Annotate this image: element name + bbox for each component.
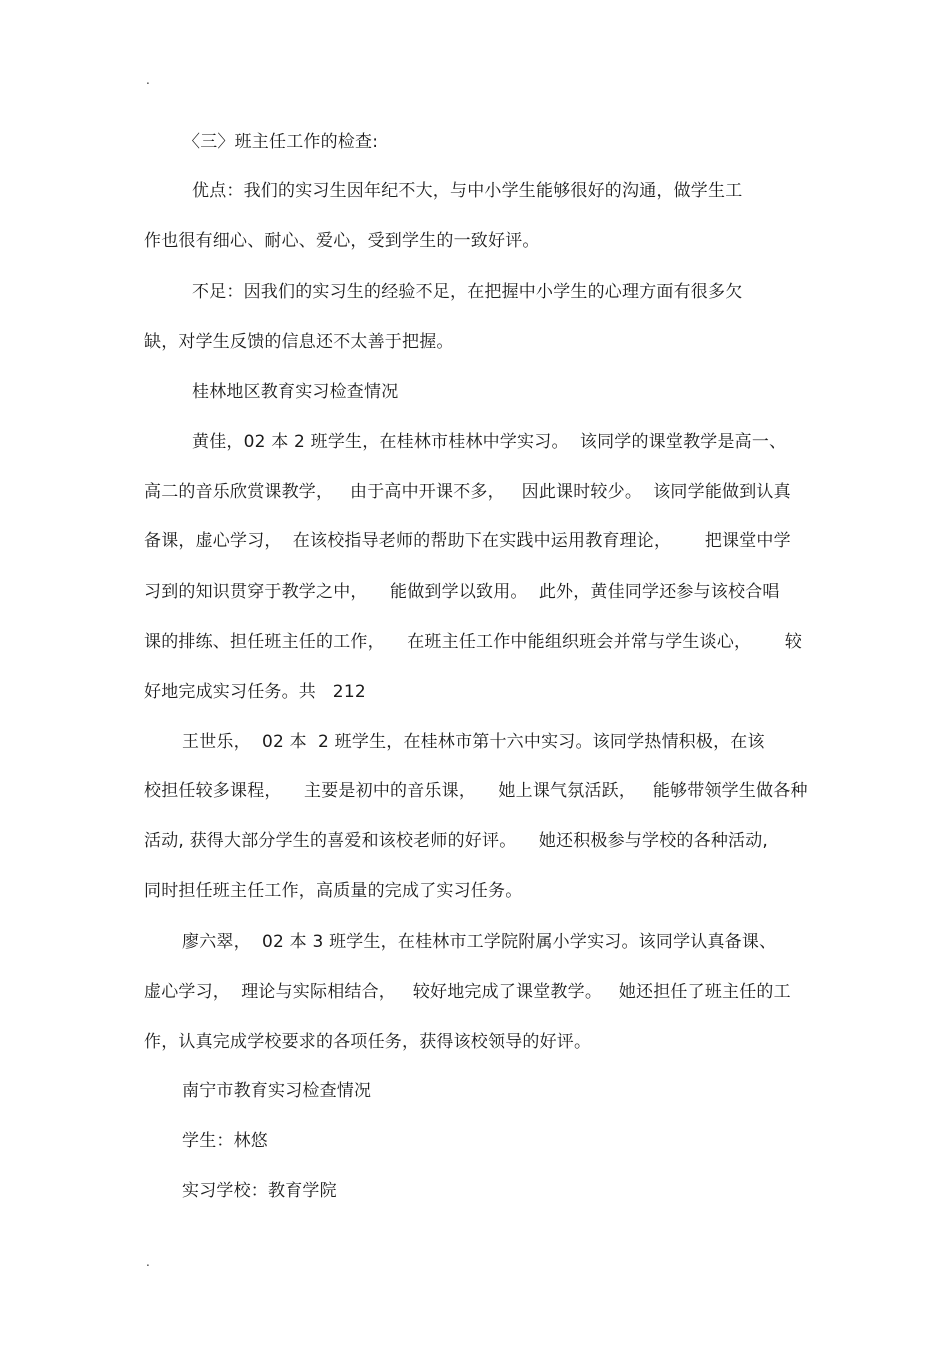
corner-mark-top: . bbox=[146, 73, 150, 87]
paragraph-line: 同时担任班主任工作，高质量的完成了实习任务。 bbox=[144, 881, 523, 901]
paragraph-line: 黄佳，02 本 2 班学生，在桂林市桂林中学实习。 该同学的课堂教学是高一、 bbox=[192, 432, 787, 452]
student-line: 学生：林悠 bbox=[182, 1131, 268, 1151]
paragraph-line: 廖六翠， 02 本 3 班学生，在桂林市工学院附属小学实习。该同学认真备课、 bbox=[182, 932, 777, 952]
paragraph-line: 课的排练、担任班主任的工作， 在班主任工作中能组织班会并常与学生谈心， 较 bbox=[144, 632, 803, 652]
paragraph-line: 缺，对学生反馈的信息还不太善于把握。 bbox=[144, 332, 454, 352]
paragraph-line: 习到的知识贯穿于教学之中， 能做到学以致用。 此外，黄佳同学还参与该校合唱 bbox=[144, 582, 780, 602]
subsection-heading: 南宁市教育实习检查情况 bbox=[182, 1081, 372, 1101]
paragraph-line: 备课，虚心学习， 在该校指导老师的帮助下在实践中运用教育理论， 把课堂中学 bbox=[144, 531, 791, 551]
paragraph-line: 优点：我们的实习生因年纪不大，与中小学生能够很好的沟通，做学生工 bbox=[192, 181, 743, 201]
paragraph-line: 虚心学习， 理论与实际相结合， 较好地完成了课堂教学。 她还担任了班主任的工 bbox=[144, 982, 791, 1002]
corner-mark-bottom: . bbox=[146, 1255, 150, 1269]
paragraph-line: 不足：因我们的实习生的经验不足，在把握中小学生的心理方面有很多欠 bbox=[192, 282, 743, 302]
paragraph-line: 高二的音乐欣赏课教学， 由于高中开课不多， 因此课时较少。 该同学能做到认真 bbox=[144, 482, 791, 502]
paragraph-line: 活动, 获得大部分学生的喜爱和该校老师的好评。 她还积极参与学校的各种活动, bbox=[144, 831, 769, 851]
subsection-heading: 桂林地区教育实习检查情况 bbox=[192, 382, 399, 402]
paragraph-line: 作，认真完成学校要求的各项任务，获得该校领导的好评。 bbox=[144, 1032, 592, 1052]
paragraph-line: 王世乐， 02 本 2 班学生，在桂林市第十六中实习。该同学热情积极，在该 bbox=[182, 732, 765, 752]
section-heading: 〈三〉班主任工作的检查: bbox=[183, 132, 379, 152]
paragraph-line: 校担任较多课程， 主要是初中的音乐课， 她上课气氛活跃， 能够带领学生做各种 bbox=[144, 781, 808, 801]
school-line: 实习学校：教育学院 bbox=[182, 1181, 337, 1201]
paragraph-line: 作也很有细心、耐心、爱心，受到学生的一致好评。 bbox=[144, 231, 540, 251]
paragraph-line: 好地完成实习任务。共 212 bbox=[144, 682, 366, 702]
